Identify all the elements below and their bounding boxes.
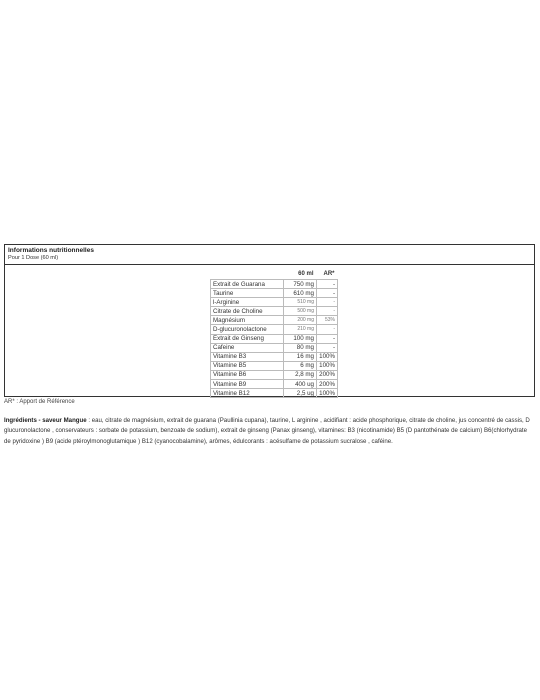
ingredients-text: : eau, citrate de magnésium, extrait de guarana (Paullinia cupana), taurine, L arginine , acidifiant : acide phosphorique, citrate de choline, jus concentré de cassis, D glucuronolactone , conservateurs : sorbate de potassium, benzoate de sodium), extrait de ginseng (Panax ginseng), vitamines: B3 (nicotinamide) B5 (D pantothénate de calcium) B6(chlorhydrate de pyridoxine ) B9 (acide ptéroylmonoglutamique ) B12 (cyanocobalamine), arômes, édulcorants : acésulfame de potassium sucralose , caféine. bbox=[4, 417, 530, 445]
cell-name: Citrate de Choline bbox=[211, 307, 284, 316]
cell-ar: 53% bbox=[317, 316, 338, 325]
cell-name: Cafeine bbox=[211, 343, 284, 352]
table-row bbox=[211, 389, 338, 398]
cell-ar: - bbox=[317, 280, 338, 289]
ingredients-label: Ingrédients - saveur Mangue bbox=[4, 417, 87, 424]
nutrition-table-body bbox=[211, 280, 338, 398]
cell-ar: - bbox=[317, 334, 338, 343]
nutrition-serving: Pour 1 Dose (60 ml) bbox=[8, 255, 59, 261]
table-row bbox=[211, 298, 338, 307]
table-row bbox=[211, 343, 338, 352]
cell-qty: 200 mg bbox=[284, 316, 317, 325]
cell-ar: 100% bbox=[317, 389, 338, 398]
cell-qty: 2,8 mg bbox=[284, 370, 317, 379]
cell-qty: 100 mg bbox=[284, 334, 317, 343]
cell-qty: 750 mg bbox=[284, 280, 317, 289]
cell-ar: - bbox=[317, 325, 338, 334]
cell-qty: 6 mg bbox=[284, 361, 317, 370]
cell-name: Vitamine B5 bbox=[211, 361, 284, 370]
cell-qty: 2,5 ug bbox=[284, 389, 317, 398]
cell-name: D-glucuronolactone bbox=[211, 325, 284, 334]
cell-qty: 510 mg bbox=[284, 298, 317, 307]
cell-ar: - bbox=[317, 307, 338, 316]
cell-name: Vitamine B3 bbox=[211, 352, 284, 361]
table-row bbox=[211, 361, 338, 370]
table-row bbox=[211, 370, 338, 379]
cell-qty: 16 mg bbox=[284, 352, 317, 361]
cell-qty: 500 mg bbox=[284, 307, 317, 316]
cell-name: Extrait de Ginseng bbox=[211, 334, 284, 343]
table-row bbox=[211, 289, 338, 298]
nutrition-title: Informations nutritionnelles bbox=[8, 247, 94, 254]
column-header-qty: 60 ml bbox=[298, 271, 314, 277]
column-header-ar: AR* bbox=[323, 271, 335, 277]
nutrition-table bbox=[210, 269, 338, 398]
cell-qty: 400 ug bbox=[284, 380, 317, 389]
table-row bbox=[211, 352, 338, 361]
cell-ar: 100% bbox=[317, 352, 338, 361]
cell-name: Extrait de Guarana bbox=[211, 280, 284, 289]
cell-name: Magnésium bbox=[211, 316, 284, 325]
table-row bbox=[211, 334, 338, 343]
cell-ar: 200% bbox=[317, 370, 338, 379]
cell-qty: 210 mg bbox=[284, 325, 317, 334]
column-header-name bbox=[211, 269, 284, 280]
cell-name: l-Arginine bbox=[211, 298, 284, 307]
cell-name: Taurine bbox=[211, 289, 284, 298]
cell-qty: 610 mg bbox=[284, 289, 317, 298]
reference-note: AR* : Apport de Référence bbox=[4, 399, 75, 405]
table-row bbox=[211, 280, 338, 289]
cell-ar: 200% bbox=[317, 380, 338, 389]
cell-name: Vitamine B6 bbox=[211, 370, 284, 379]
cell-ar: - bbox=[317, 298, 338, 307]
cell-ar: 100% bbox=[317, 361, 338, 370]
cell-ar: - bbox=[317, 343, 338, 352]
table-row bbox=[211, 325, 338, 334]
ingredients-paragraph bbox=[4, 416, 532, 447]
table-row bbox=[211, 316, 338, 325]
cell-ar: - bbox=[317, 289, 338, 298]
cell-qty: 80 mg bbox=[284, 343, 317, 352]
table-row bbox=[211, 380, 338, 389]
cell-name: Vitamine B12 bbox=[211, 389, 284, 398]
nutrition-table-header bbox=[211, 269, 338, 280]
cell-name: Vitamine B9 bbox=[211, 380, 284, 389]
nutrition-header bbox=[5, 245, 534, 265]
nutrition-panel bbox=[4, 244, 535, 397]
table-row bbox=[211, 307, 338, 316]
